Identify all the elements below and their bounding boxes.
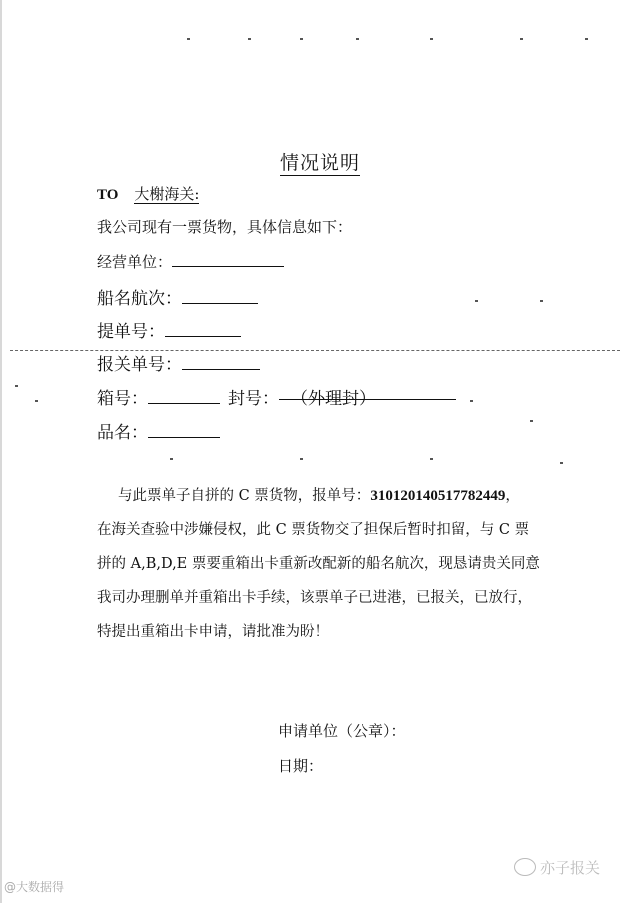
field-box-seal: [97, 384, 456, 409]
field-operating-unit: [97, 251, 284, 272]
intro-text: 我公司现有一票货物，具体信息如下：: [97, 218, 353, 236]
field-label: 船名航次：: [97, 289, 182, 309]
scan-speck: [430, 38, 433, 40]
declaration-number: 310120140517782449: [370, 488, 506, 504]
blank-line: [182, 354, 260, 370]
scan-speck: [35, 400, 38, 402]
scan-speck: [530, 420, 533, 422]
scan-speck: [170, 458, 173, 460]
scan-speck: [248, 38, 251, 40]
recipient-line: [97, 183, 199, 204]
scan-speck: [430, 458, 433, 460]
field-product-name: [97, 418, 220, 443]
field-bill-no: [97, 317, 241, 342]
body-text: 与此票单子自拼的 C 票货物，报单号：: [118, 488, 371, 504]
body-line-2: 在海关查验中涉嫌侵权，此 C 票货物交了担保后暂时扣留，与 C 票: [97, 522, 530, 538]
blank-line: [148, 422, 220, 438]
seal-value-line: [279, 384, 456, 409]
scan-speck: [520, 38, 523, 40]
scan-speck: [540, 300, 543, 302]
scan-speck: [300, 458, 303, 460]
body-line-5: 特提出重箱出卡申请，请批准为盼！: [97, 624, 329, 640]
body-line-3: 拼的 A,B,D,E 票要重箱出卡重新改配新的船名航次，现恳请贵关同意: [97, 556, 540, 572]
field-label: 报关单号：: [97, 355, 182, 375]
field-label: 品名：: [97, 423, 148, 443]
body-line-4: 我司办理删单并重箱出卡手续，该票单子已进港，已报关，已放行，: [97, 590, 532, 606]
blank-line: [165, 321, 241, 337]
scan-speck: [356, 38, 359, 40]
date-label: 日期：: [278, 757, 324, 775]
document-title: 情况说明: [279, 152, 360, 174]
body-line-1: [118, 484, 520, 505]
scan-speck: [15, 385, 18, 387]
scan-speck: [300, 38, 303, 40]
field-vessel-voyage: [97, 284, 258, 309]
field-label: 封号：: [228, 389, 279, 409]
seal-value: （外理封）: [291, 389, 376, 409]
blank-line: [148, 388, 220, 404]
recipient-name: 大榭海关:: [134, 185, 200, 203]
applicant-label: 申请单位（公章）：: [278, 722, 406, 740]
blank-line: [172, 251, 284, 267]
scan-speck: [585, 38, 588, 40]
scan-speck: [187, 38, 190, 40]
blank-line: [182, 288, 258, 304]
watermark-right: 亦子报关: [540, 859, 601, 877]
field-declaration-no: [97, 350, 260, 375]
field-label: 箱号：: [97, 389, 148, 409]
recipient-prefix: TO: [97, 187, 119, 203]
scan-speck: [475, 300, 478, 302]
body-text: ，: [505, 488, 520, 504]
field-label: 提单号：: [97, 322, 165, 342]
scan-speck: [470, 400, 473, 402]
scan-speck: [560, 462, 563, 464]
watermark-logo-icon: [514, 858, 536, 876]
scan-edge: [0, 0, 2, 903]
watermark-left: @大数据得: [4, 880, 65, 894]
field-label: 经营单位：: [97, 253, 173, 271]
